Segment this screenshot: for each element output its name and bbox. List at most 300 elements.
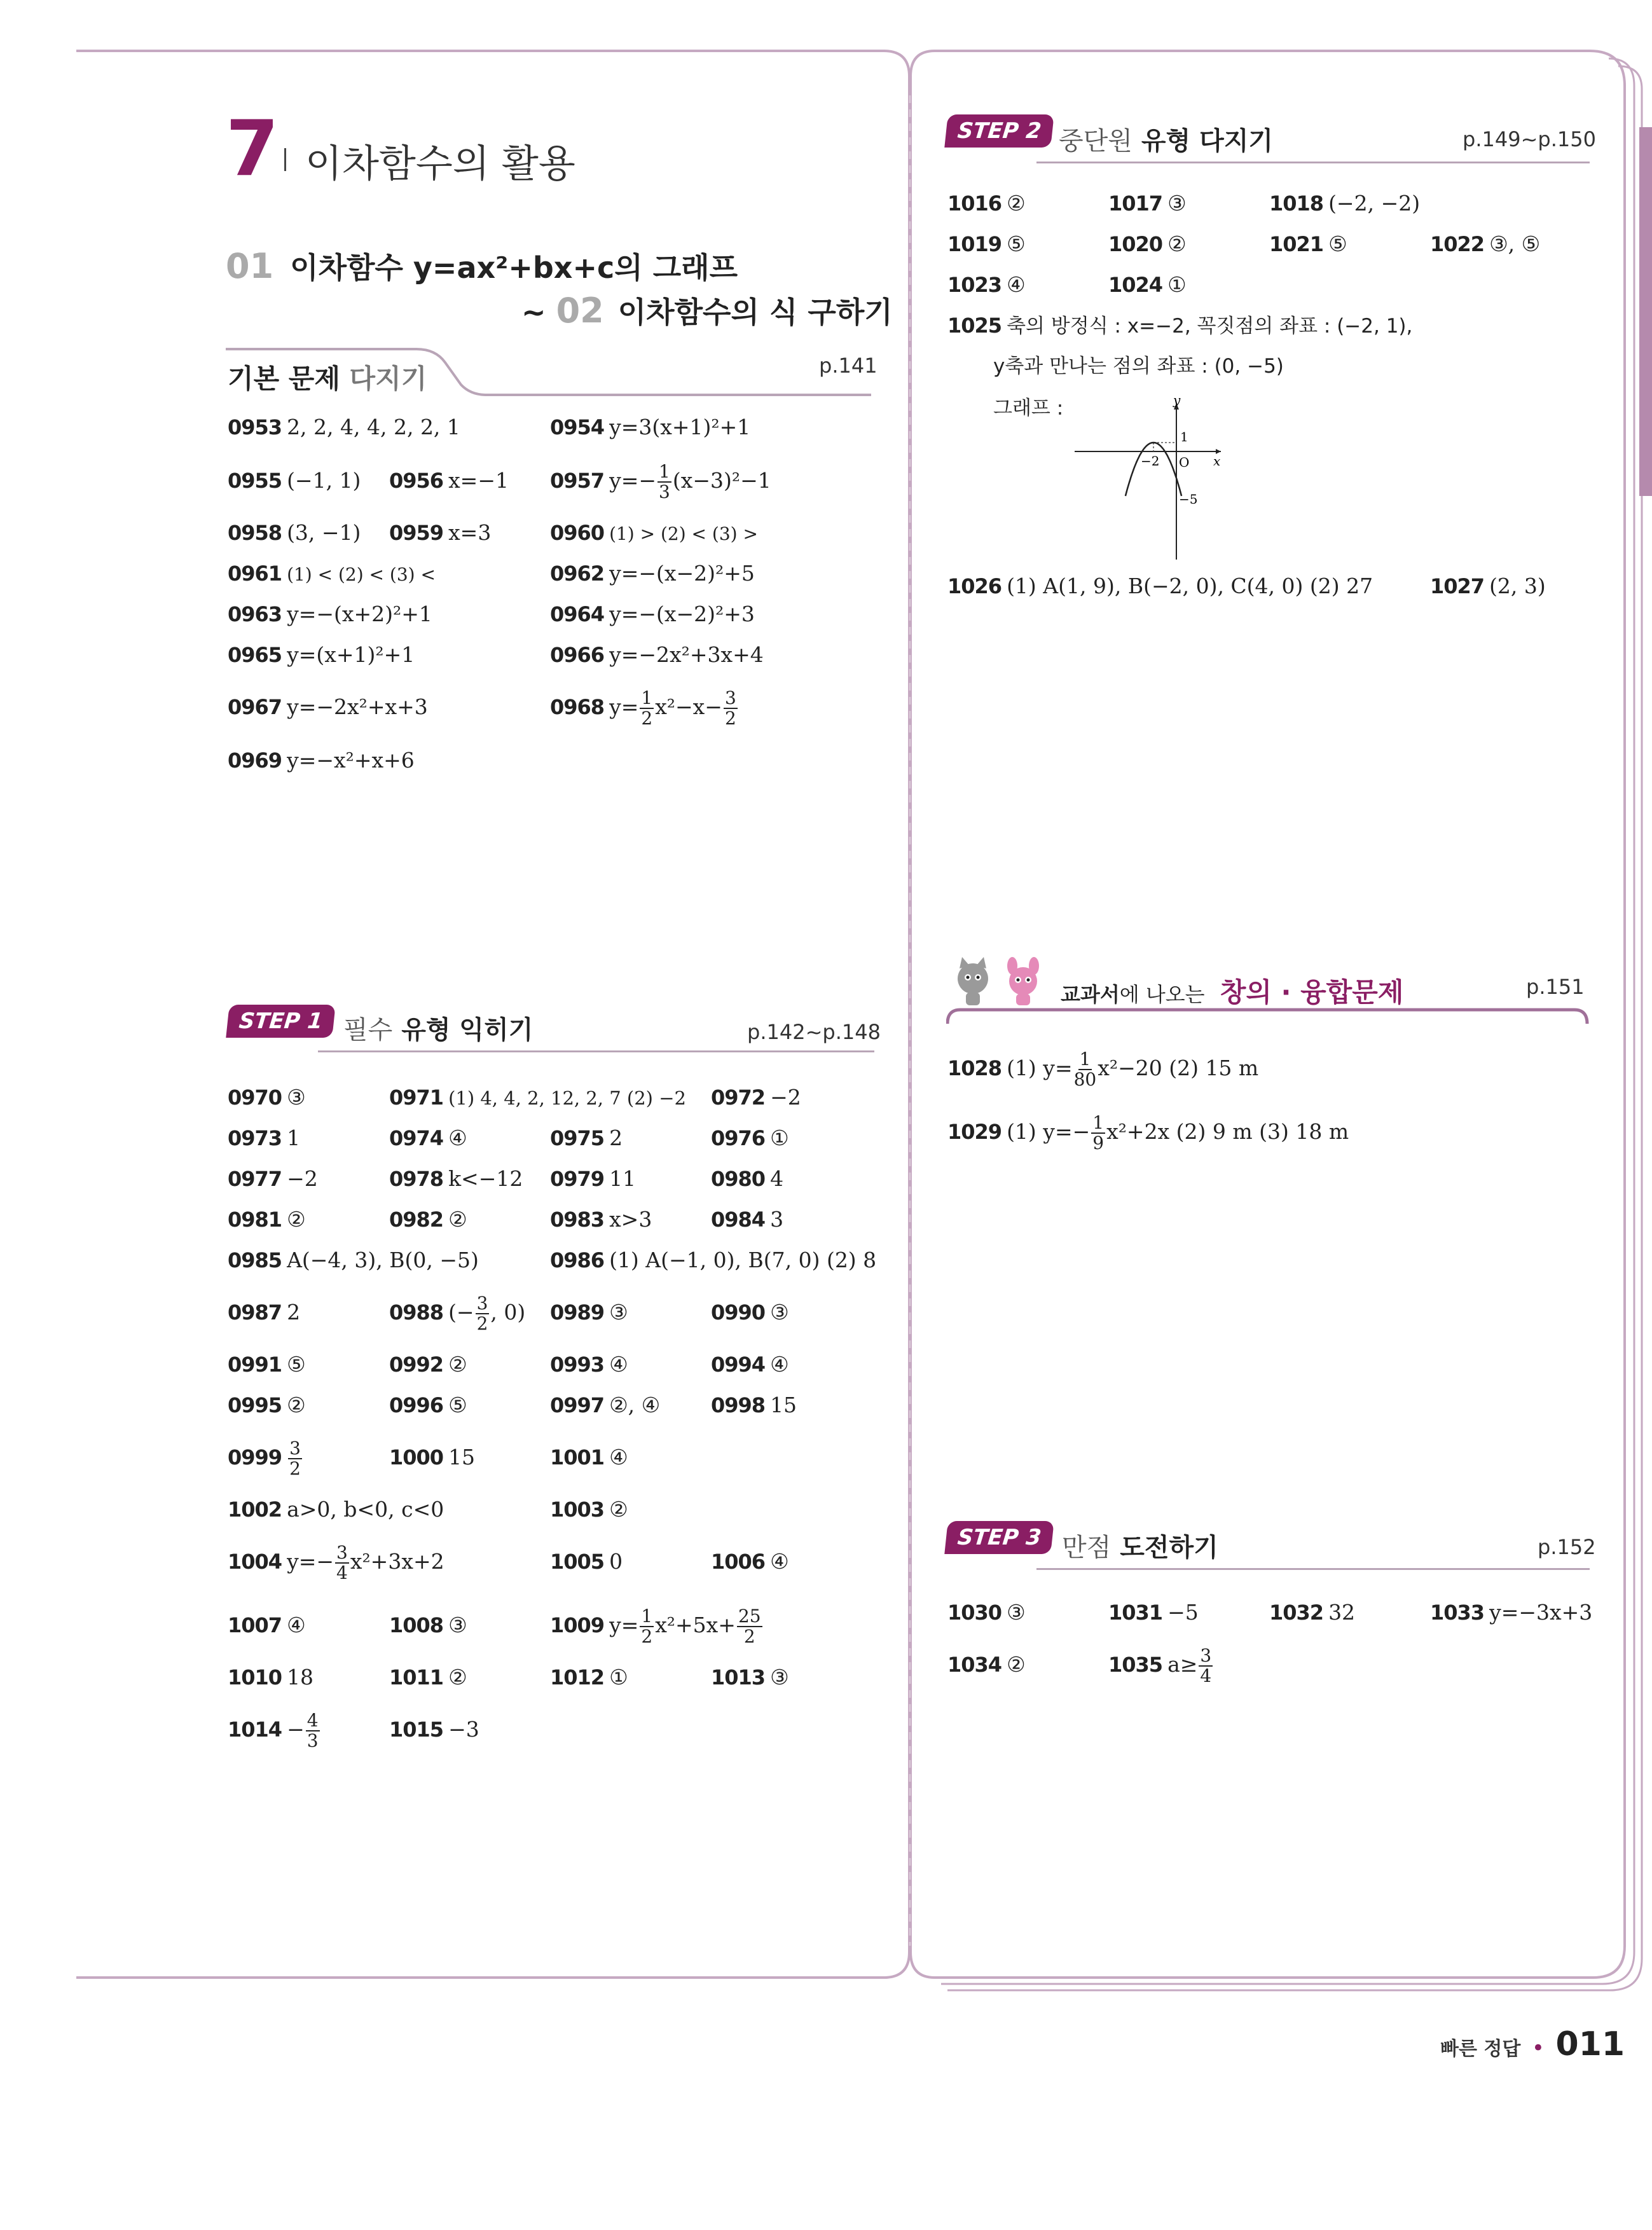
answer-0972 [711,1085,801,1114]
answer-0971 [389,1085,686,1114]
answer-number: 0953 [228,415,282,439]
answer-1027 [1430,574,1546,603]
answer-0970 [228,1085,306,1114]
answer-value: (3, −1) [287,520,361,545]
answer-value: 32 [1328,1600,1356,1625]
answer-number: 0993 [550,1352,605,1377]
answer-suffix: x²+2x (2) 9 m (3) 18 m [1106,1119,1349,1144]
answer-0988 [389,1291,525,1338]
answer-0991 [228,1352,306,1381]
footer [1440,2025,1625,2063]
answer-0960 [550,520,758,549]
fraction-numerator: 3 [289,1438,301,1459]
basic-title [228,358,427,396]
answer-prefix: − [287,1717,305,1742]
answer-0993 [550,1352,628,1381]
answer-number: 0963 [228,602,282,626]
fraction-denominator: 2 [289,1458,301,1479]
fraction-denominator: 3 [306,1730,319,1751]
answer-value: k<−12 [448,1166,523,1191]
answer-0973 [228,1125,300,1155]
graph-label-minus-two: −2 [1141,453,1160,469]
answer-value: ② [1007,191,1026,216]
answer-number: 1033 [1430,1600,1485,1625]
answer-0978 [389,1166,523,1195]
answer-1004 [228,1540,444,1587]
answer-number: 1015 [389,1717,444,1742]
answer-value: (−2, −2) [1328,191,1421,216]
step3-badge: STEP 3 [944,1521,1054,1554]
answer-value: ⑤ [1328,231,1347,256]
answer-value: 2 [609,1125,623,1150]
answer-number: 1005 [550,1550,605,1574]
answer-number: 1007 [228,1613,282,1637]
answer-1008 [389,1613,467,1642]
step1-title-bold: 유형 익히기 [401,1015,533,1045]
answer-value: y=−2x²+3x+4 [609,642,764,667]
fraction [737,1607,762,1646]
answer-number: 0972 [711,1085,766,1110]
answer-value: x>3 [609,1207,652,1232]
answer-value: (1) A(1, 9), B(−2, 0), C(4, 0) (2) 27 [1007,574,1373,598]
topic-line1 [226,245,738,287]
answer-number: 0983 [550,1208,605,1232]
answer-number: 1028 [947,1056,1002,1080]
answer-value: ④ [287,1613,306,1637]
answer-number: 1018 [1269,191,1324,216]
answer-0976 [711,1125,789,1155]
answer-1009 [550,1604,764,1651]
graph-label-one: 1 [1180,429,1188,444]
answer-prefix: (1) y=− [1007,1119,1091,1144]
answer-1012 [550,1665,628,1694]
answer-value: ③, ⑤ [1489,231,1541,256]
answer-0969 [228,748,415,777]
answer-number: 0970 [228,1085,282,1110]
answer-value: −2 [287,1166,318,1191]
answer-number: 0959 [389,521,444,545]
answer-number: 0954 [550,415,605,439]
answer-value: y=3(x+1)²+1 [609,415,751,439]
answer-number: 1023 [947,273,1002,297]
answer-1024 [1108,272,1187,301]
answer-1033 [1430,1600,1592,1629]
answer-1031 [1108,1600,1199,1629]
answer-value: ④ [770,1352,789,1377]
answer-number: 0985 [228,1248,282,1272]
answer-0997 [550,1393,660,1422]
answer-value: ① [609,1665,628,1690]
fraction [640,1607,654,1646]
topic-text-1: 이차함수 y=ax²+bx+c의 그래프 [290,251,738,285]
answer-number: 1032 [1269,1600,1324,1625]
step3-page-ref: p.152 [1538,1535,1596,1559]
answer-value: y=(x+1)²+1 [287,642,415,667]
answer-number: 1029 [947,1120,1002,1144]
answer-0987 [228,1300,300,1329]
answer-value: ① [770,1125,789,1150]
answer-prefix: y= [609,1613,639,1637]
answer-prefix: a≥ [1167,1652,1198,1677]
topic-num-01: 01 [226,246,274,286]
step1-title-light: 필수 [343,1015,393,1045]
step3-title [1062,1527,1218,1564]
topic-text-2: 이차함수의 식 구하기 [617,295,893,329]
step3-title-bold: 도전하기 [1120,1533,1218,1562]
answer-number: 1024 [1108,273,1163,297]
answer-number: 0991 [228,1352,282,1377]
answer-value: 2 [287,1300,301,1325]
creative-prefix-light: 에 나오는 [1119,982,1205,1007]
answer-number: 1025 [947,313,1002,338]
answer-number: 1034 [947,1653,1002,1677]
answer-number: 0960 [550,521,605,545]
graph-x-label: x [1213,453,1221,469]
fraction-numerator: 1 [659,461,670,482]
answer-value: −2 [770,1085,801,1110]
answer-number: 1009 [550,1613,605,1637]
answer-number: 1002 [228,1497,282,1522]
answer-1005 [550,1549,623,1578]
answer-suffix: , 0) [490,1300,526,1325]
answer-value: ④ [609,1445,628,1469]
answer-1002 [228,1497,444,1526]
answer-value: 3 [770,1207,784,1232]
fraction-denominator: 2 [743,1626,755,1647]
answer-0994 [711,1352,789,1381]
answer-value: 0 [609,1549,623,1574]
answer-0961 [228,561,436,590]
answer-1032 [1269,1600,1355,1629]
topic-line2 [521,289,893,331]
fraction-denominator: 2 [641,708,653,729]
answer-number: 0969 [228,748,282,773]
answer-0968 [550,685,739,733]
basic-title-bold: 기본 문제 [228,363,340,394]
step3-rule [1036,1568,1590,1570]
answer-number: 1013 [711,1665,766,1690]
answer-1016 [947,191,1026,220]
answer-value: ③ [287,1085,306,1110]
answer-0995 [228,1393,306,1422]
step2-rule [1036,162,1590,163]
step2-title-light: 중단원 [1059,127,1132,156]
answer-value: y=−(x+2)²+1 [287,602,432,626]
answer-value: y=−x²+x+6 [287,748,415,773]
answer-number: 1000 [389,1445,444,1469]
answer-number: 1022 [1430,232,1485,256]
fraction [724,689,738,728]
answer-value: (−1, 1) [287,468,361,493]
answer-number: 0962 [550,561,605,586]
fraction [1199,1646,1213,1686]
answer-value: ③ [770,1300,789,1325]
answer-value: ① [1167,272,1187,297]
footer-label: 빠른 정답 [1440,2038,1521,2060]
basic-title-light: 다지기 [349,363,427,394]
answer-0996 [389,1393,467,1422]
answer-number: 0989 [550,1300,605,1325]
fraction-denominator: 2 [724,708,736,729]
answer-number: 0976 [711,1126,766,1150]
answer-number: 1014 [228,1717,282,1742]
answer-value: ② [287,1393,306,1417]
answer-0964 [550,602,755,631]
answer-value: a>0, b<0, c<0 [287,1497,444,1522]
answer-1022 [1430,231,1540,261]
answer-1017 [1108,191,1187,220]
answer-prefix: y=− [287,1549,334,1574]
answer-1007 [228,1613,306,1642]
fraction-numerator: 1 [1079,1049,1091,1070]
answer-0985 [228,1248,479,1277]
parabola-graph [1075,394,1253,560]
answer-number: 0961 [228,561,282,586]
step2-title-bold: 유형 다지기 [1141,127,1273,156]
answer-number: 1031 [1108,1600,1163,1625]
answer-1003 [550,1497,628,1526]
answer-value: ② [448,1207,467,1232]
answer-value: A(−4, 3), B(0, −5) [287,1248,479,1272]
answer-value: 1 [287,1125,301,1150]
answer-number: 0973 [228,1126,282,1150]
answer-suffix: x²+3x+2 [350,1549,444,1574]
answer-number: 0981 [228,1208,282,1232]
answer-number: 1012 [550,1665,605,1690]
answer-1028 [947,1047,1258,1094]
answer-0980 [711,1166,783,1195]
answer-middle: x²+5x+ [655,1613,736,1637]
fraction-denominator: 2 [641,1626,653,1647]
answer-0962 [550,561,755,590]
answer-0990 [711,1300,789,1329]
answer-value-line1: 축의 방정식 : x=−2, 꼭짓점의 좌표 : (−2, 1), [1007,315,1413,338]
answer-value: (1) A(−1, 0), B(7, 0) (2) 8 [609,1248,877,1272]
answer-1000 [389,1445,475,1474]
answer-1020 [1108,231,1187,261]
fraction-numerator: 3 [476,1293,488,1314]
answer-number: 0998 [711,1393,766,1417]
fraction [335,1543,349,1583]
answer-number: 0974 [389,1126,444,1150]
answer-value: 2, 2, 4, 4, 2, 2, 1 [287,415,460,439]
fraction-denominator: 4 [1200,1665,1212,1686]
answer-0992 [389,1352,467,1381]
answer-number: 1001 [550,1445,605,1469]
answer-value: (1) < (2) < (3) < [287,564,436,585]
answer-0998 [711,1393,797,1422]
answer-number: 0964 [550,602,605,626]
answer-1034 [947,1652,1026,1681]
answer-number: 1010 [228,1665,282,1690]
answer-number: 0957 [550,469,605,493]
answer-value: −5 [1167,1600,1199,1625]
answer-value: ④ [448,1125,467,1150]
answer-value: ⑤ [448,1393,467,1417]
fraction [657,462,671,502]
answer-1025-line3: 그래프 : [993,397,1064,420]
answer-number: 0986 [550,1248,605,1272]
answer-0954 [550,415,750,444]
answer-suffix: (x−3)²−1 [672,468,771,493]
fraction [476,1294,490,1333]
footer-page-number: 011 [1555,2025,1625,2063]
answer-value: ② [448,1665,467,1690]
answer-suffix: x²−20 (2) 15 m [1098,1056,1259,1080]
answer-1030 [947,1600,1026,1629]
graph-y-label: y [1173,394,1181,408]
answer-value: ③ [1007,1600,1026,1625]
answer-value: ③ [609,1300,628,1325]
answer-0965 [228,642,415,671]
answer-0989 [550,1300,628,1329]
chapter-number: 7 [226,105,279,193]
answer-0957 [550,459,771,506]
step2-title [1059,121,1273,157]
answer-value: ④ [609,1352,628,1377]
fraction-numerator: 1 [641,687,653,708]
answer-value: −3 [448,1717,479,1742]
answer-value: y=−(x−2)²+3 [609,602,755,626]
answer-value: (1) > (2) < (3) > [609,523,758,544]
answer-0955 [228,468,361,497]
answer-value: ② [1167,231,1187,256]
answer-number: 0988 [389,1300,444,1325]
mascot-rabbit-icon [998,957,1049,1008]
answer-value: ② [1007,1652,1026,1677]
answer-value: ④ [1007,272,1026,297]
answer-value: y=−(x−2)²+5 [609,561,755,586]
answer-number: 1016 [947,191,1002,216]
answer-value: ④ [770,1549,789,1574]
answer-1019 [947,231,1026,261]
answer-number: 0980 [711,1167,766,1191]
answer-number: 1008 [389,1613,444,1637]
creative-title: 창의 · 융합문제 [1220,977,1404,1008]
answer-number: 1035 [1108,1653,1163,1677]
answer-number: 1021 [1269,232,1324,256]
answer-number: 1030 [947,1600,1002,1625]
answer-1021 [1269,231,1347,261]
answer-0982 [389,1207,467,1236]
fraction [1074,1050,1097,1089]
answer-value: ⑤ [1007,231,1026,256]
answer-0986 [550,1248,876,1277]
answer-number: 1020 [1108,232,1163,256]
answer-number: 0992 [389,1352,444,1377]
fraction-denominator: 80 [1073,1069,1097,1090]
answer-value: ⑤ [287,1352,306,1377]
fraction [640,689,654,728]
fraction-numerator: 3 [336,1542,348,1563]
fraction [306,1711,320,1751]
answer-value: ③ [448,1613,467,1637]
graph-label-minus-five: −5 [1179,492,1198,507]
answer-1014 [228,1708,321,1755]
answer-number: 1019 [947,232,1002,256]
answer-middle: x²−x− [655,694,722,719]
answer-prefix: y= [609,694,639,719]
answer-value: ②, ④ [609,1393,661,1417]
fraction-numerator: 25 [738,1606,761,1627]
answer-number: 0984 [711,1208,766,1232]
answer-0999 [228,1436,303,1483]
mascot-cat-icon [951,957,995,1008]
fraction [288,1439,302,1478]
creative-page-ref: p.151 [1526,975,1585,999]
answer-number: 1011 [389,1665,444,1690]
chapter-divider [284,148,286,171]
answer-0983 [550,1207,652,1236]
answer-0984 [711,1207,783,1236]
answer-value: ② [609,1497,628,1522]
step1-page-ref: p.142~p.148 [747,1020,881,1044]
answer-0966 [550,642,764,671]
answer-1010 [228,1665,313,1694]
answer-value: 11 [609,1166,637,1191]
fraction-numerator: 3 [724,687,736,708]
creative-prefix-bold: 교과서 [1061,982,1120,1007]
fraction [1091,1113,1105,1153]
chapter-title: 이차함수의 활용 [305,142,575,186]
fraction-numerator: 1 [641,1606,653,1627]
creative-rule [946,1005,1595,1030]
step3-title-light: 만점 [1062,1533,1112,1562]
answer-number: 0971 [389,1085,444,1110]
answer-1011 [389,1665,467,1694]
answer-0977 [228,1166,318,1195]
fraction-numerator: 1 [1092,1112,1105,1133]
answer-1001 [550,1445,628,1474]
answer-number: 1026 [947,574,1002,598]
answer-number: 0977 [228,1167,282,1191]
answer-0975 [550,1125,623,1155]
answer-1013 [711,1665,789,1694]
answer-value: ③ [770,1665,789,1690]
answer-0974 [389,1125,467,1155]
answer-number: 1004 [228,1550,282,1574]
answer-1025-line2: y축과 만나는 점의 좌표 : (0, −5) [993,355,1284,378]
answer-number: 0967 [228,695,282,719]
answer-value: 18 [287,1665,314,1690]
answer-0959 [389,520,491,549]
answer-value: 4 [770,1166,784,1191]
answer-number: 0975 [550,1126,605,1150]
fraction-numerator: 4 [306,1710,319,1731]
fraction-numerator: 3 [1200,1645,1212,1666]
creative-heading [1061,972,1403,1010]
answer-1015 [389,1717,479,1746]
step1-rule [318,1050,874,1052]
answer-value: x=−1 [448,468,509,493]
answer-number: 0990 [711,1300,766,1325]
answer-value: y=−2x²+x+3 [287,694,428,719]
answer-prefix: (1) y= [1007,1056,1073,1080]
answer-value: ② [448,1352,467,1377]
topic-num-02: 02 [556,291,604,331]
answer-number: 0968 [550,695,605,719]
answer-number: 0965 [228,643,282,667]
answer-number: 0956 [389,469,444,493]
answer-number: 0979 [550,1167,605,1191]
answer-1025 [947,313,1412,342]
answer-number: 0987 [228,1300,282,1325]
answer-number: 0978 [389,1167,444,1191]
answer-number: 0982 [389,1208,444,1232]
answer-number: 1027 [1430,574,1485,598]
answer-0963 [228,602,432,631]
answer-number: 1006 [711,1550,766,1574]
